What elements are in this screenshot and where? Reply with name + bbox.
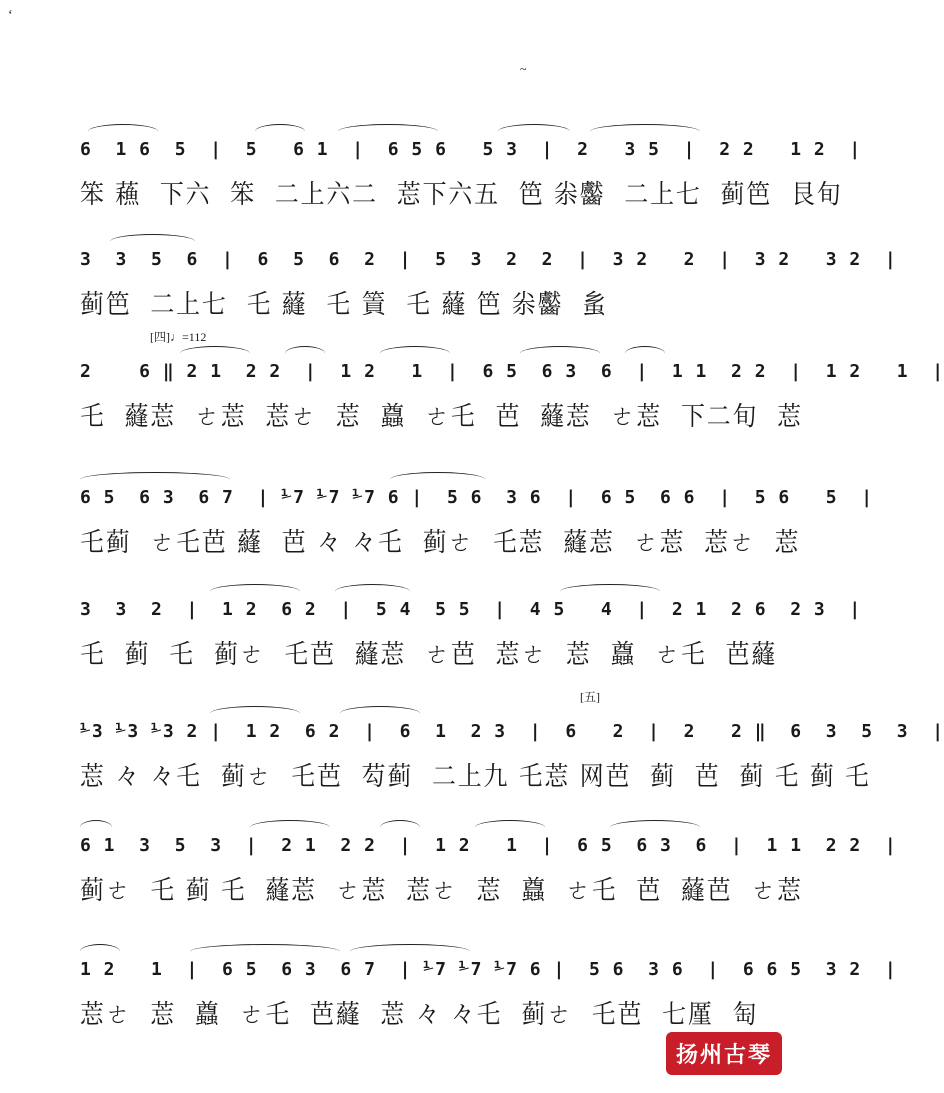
- section-tempo-marking: [四]♩=112: [150, 330, 207, 344]
- slur: [210, 706, 300, 721]
- jianzi-tablature: 蓟ㄜ 乇 蓟 乇 蘕莣 ㄜ莣 莣ㄜ 莣 蠤 ㄜ乇 芭 蘕芭 ㄜ莣: [80, 876, 803, 906]
- jianzi-line: [80, 626, 778, 672]
- slur: [190, 944, 340, 959]
- slur: [80, 944, 120, 959]
- slur: [88, 124, 158, 139]
- jianpu-line: [80, 826, 897, 860]
- score-system-8: [80, 950, 897, 1032]
- slur: [625, 346, 665, 361]
- jianzi-tablature: 莣 々 々乇 蓟ㄜ 乇芭 芶蓟 二上九 乇莣 网芭 蓟 芭 蓟 乇 蓟 乇: [80, 762, 871, 792]
- slur: [335, 584, 410, 599]
- corner-mark: ʻ: [8, 8, 13, 23]
- score-system-6: [80, 690, 944, 794]
- slur: [590, 124, 700, 139]
- jianpu-notes: 6 5 6 3 6 7 | ⅟7 ⅟7 ⅟7 6 | 5 6 3 6 | 6 5 6 6 | 5 6 5 |: [80, 487, 874, 508]
- slur: [110, 234, 195, 249]
- score-system-2: [80, 240, 897, 322]
- jianpu-notes: 6 1 6 5 | 5 6 1 | 6 5 6 5 3 | 2 3 5 | 2 2 1 2 |: [80, 139, 862, 160]
- slur: [498, 124, 570, 139]
- slur: [210, 584, 300, 599]
- jianpu-notes: 3 3 5 6 | 6 5 6 2 | 5 3 2 2 | 3 2 2 | 3 2 3 2 |: [80, 249, 897, 270]
- jianpu-notes: 1 2 1 | 6 5 6 3 6 7 | ⅟7 ⅟7 ⅟7 6 | 5 6 3 6 | 6 6 5 3 2 |: [80, 959, 897, 980]
- jianpu-line: [80, 478, 874, 512]
- jianpu-notes: ⅟3 ⅟3 ⅟3 2 | 1 2 6 2 | 6 1 2 3 | 6 2 | 2 2 ‖ 6 3 5 3 |: [80, 721, 944, 742]
- jianpu-notes: 3 3 2 | 1 2 6 2 | 5 4 5 5 | 4 5 4 | 2 1 2 6 2 3 |: [80, 599, 862, 620]
- slur: [390, 472, 485, 487]
- slur: [180, 346, 250, 361]
- slur: [80, 820, 112, 835]
- jianpu-notes: 6 1 3 5 3 | 2 1 2 2 | 1 2 1 | 6 5 6 3 6 | 1 1 2 2 |: [80, 835, 897, 856]
- jianpu-line: [80, 130, 862, 164]
- jianzi-tablature: 蓟笆 二上七 乇 蘕 乇 篢 乇 蘕 笆 尜齾 蚃: [80, 290, 609, 320]
- jianpu-line: [80, 330, 944, 386]
- score-system-3: [80, 330, 944, 434]
- jianzi-tablature: 莣ㄜ 莣 蠤 ㄜ乇 芭蘕 莣 々 々乇 蓟ㄜ 乇芭 七厪 匋: [80, 1000, 759, 1030]
- jianpu-line: [80, 240, 897, 274]
- slur: [380, 820, 420, 835]
- score-system-7: [80, 826, 897, 908]
- jianpu-line: [80, 690, 944, 746]
- slur: [380, 346, 450, 361]
- jianpu-line: [80, 950, 897, 984]
- slur: [285, 346, 325, 361]
- jianzi-tablature: 乇 蘕莣 ㄜ莣 莣ㄜ 莣 蠤 ㄜ乇 芭 蘕莣 ㄜ莣 下二旬 莣: [80, 402, 803, 432]
- stray-mark: ~: [520, 62, 527, 76]
- jianzi-line: [80, 166, 843, 212]
- jianzi-line: [80, 748, 871, 794]
- jianzi-tablature: 乇 蓟 乇 蓟ㄜ 乇芭 蘕莣 ㄜ芭 莣ㄜ 莣 蠤 ㄜ乇 芭蘕: [80, 640, 778, 670]
- slur: [520, 346, 600, 361]
- score-system-5: [80, 590, 862, 672]
- slur: [610, 820, 700, 835]
- jianzi-line: [80, 276, 720, 322]
- jianpu-notes: 2 6 ‖ 2 1 2 2 | 1 2 1 | 6 5 6 3 6 | 1 1 2 2 | 1 2 1 |: [80, 361, 944, 382]
- section-marking: [五]: [580, 690, 600, 704]
- slur: [250, 820, 330, 835]
- jianzi-line: [80, 862, 803, 908]
- slur: [350, 944, 470, 959]
- slur: [560, 584, 660, 599]
- jianzi-line: [80, 986, 759, 1032]
- site-watermark-logo: 扬州古琴: [666, 1032, 782, 1075]
- jianpu-line: [80, 590, 862, 624]
- jianzi-line: [80, 388, 803, 434]
- slur: [255, 124, 305, 139]
- slur: [338, 124, 438, 139]
- score-system-4: [80, 478, 874, 560]
- jianzi-tablature: 笨 蘓 下六 笨 二上六二 莣下六五 笆 尜齾 二上七 蓟笆 艮旬: [80, 180, 843, 210]
- score-system-1: [80, 130, 862, 212]
- jianzi-line: [80, 514, 801, 560]
- slur: [340, 706, 420, 721]
- slur: [475, 820, 545, 835]
- slur: [80, 472, 230, 487]
- jianzi-tablature: 乇蓟 ㄜ乇芭 蘕 芭 々 々乇 蓟ㄜ 乇莣 蘕莣 ㄜ莣 莣ㄜ 莣: [80, 528, 801, 558]
